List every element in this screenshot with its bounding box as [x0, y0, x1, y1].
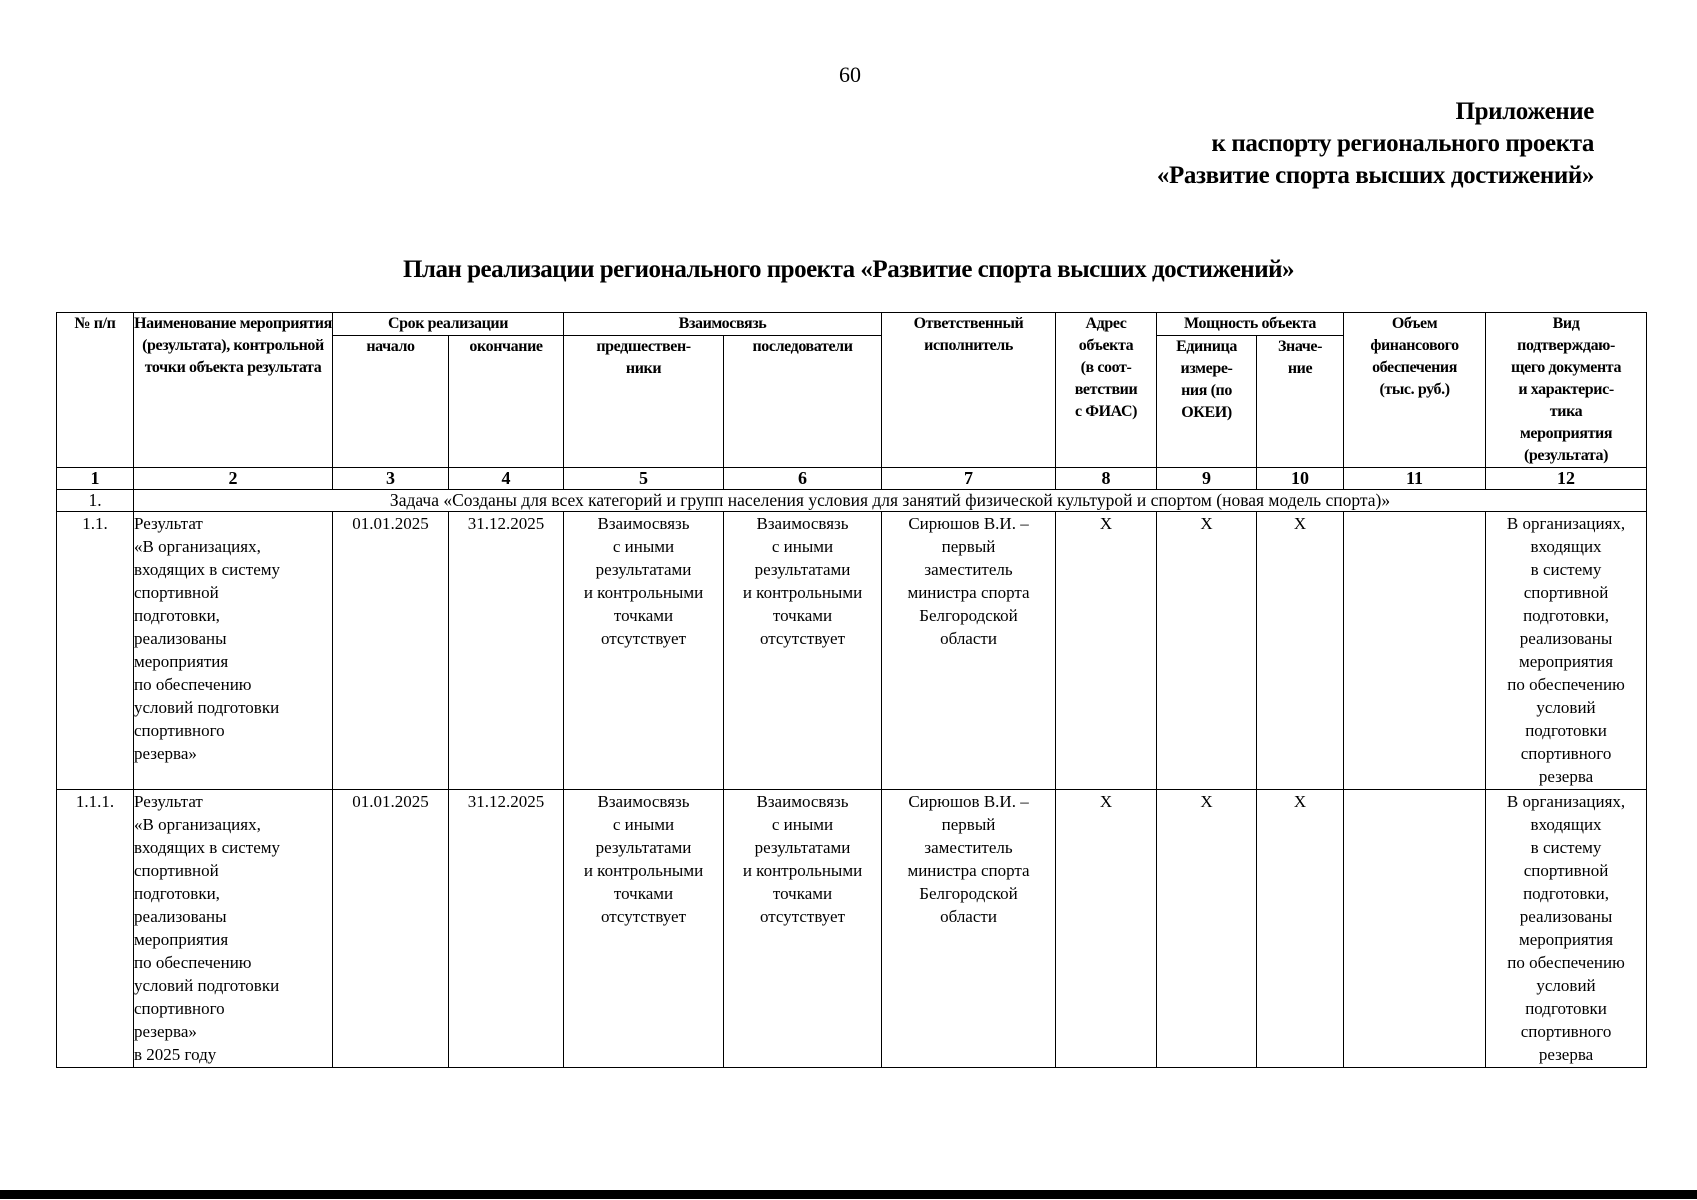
task-row: [57, 490, 1647, 512]
table-row: [57, 512, 1647, 790]
column-number: 7: [882, 468, 1056, 490]
column-number: 4: [449, 468, 564, 490]
row-doc-type: В организациях, входящих в систему спортивной подготовки, реализованы мероприятия по обеспечению условий подготовки спортивного резерва: [1486, 512, 1647, 790]
appendix-line-1: Приложение: [1455, 98, 1594, 125]
row-end-date: 31.12.2025: [449, 790, 564, 1068]
table-row: [57, 790, 1647, 1068]
row-finance: [1344, 512, 1486, 790]
row-number: 1.1.1.: [57, 790, 134, 1068]
row-successors: Взаимосвязь с иными результатами и контрольными точками отсутствует: [724, 790, 882, 1068]
header-link: Взаимосвязь: [564, 313, 882, 336]
column-number: 6: [724, 468, 882, 490]
header-successors: последователи: [724, 336, 882, 468]
header-predecessors: предшествен- ники: [564, 336, 724, 468]
column-number: 9: [1157, 468, 1257, 490]
header-period: Срок реализации: [333, 313, 564, 336]
row-name: Результат «В организациях, входящих в систему спортивной подготовки, реализованы мероприятия по обеспечению условий подготовки спортивного резерва»: [134, 512, 333, 790]
row-value: X: [1257, 790, 1344, 1068]
appendix-heading: [994, 96, 1594, 192]
header-finance: Объем финансового обеспечения (тыс. руб.): [1344, 313, 1486, 468]
row-name: Результат «В организациях, входящих в систему спортивной подготовки, реализованы мероприятия по обеспечению условий подготовки спортивного резерва» в 2025 году: [134, 790, 333, 1068]
task-text: Задача «Созданы для всех категорий и групп населения условия для занятий физической культурой и спортом (новая модель спорта)»: [134, 490, 1647, 512]
header-unit: Единица измере- ния (по ОКЕИ): [1157, 336, 1257, 468]
row-doc-type: В организациях, входящих в систему спортивной подготовки, реализованы мероприятия по обеспечению условий подготовки спортивного резерва: [1486, 790, 1647, 1068]
header-name: Наименование мероприятия (результата), контрольной точки объекта результата: [134, 313, 333, 468]
row-successors: Взаимосвязь с иными результатами и контрольными точками отсутствует: [724, 512, 882, 790]
header-end: окончание: [449, 336, 564, 468]
row-predecessors: Взаимосвязь с иными результатами и контрольными точками отсутствует: [564, 790, 724, 1068]
implementation-plan-table: [56, 312, 1647, 1068]
column-number: 8: [1056, 468, 1157, 490]
column-number: 1: [57, 468, 134, 490]
row-start-date: 01.01.2025: [333, 512, 449, 790]
column-number: 11: [1344, 468, 1486, 490]
scan-bottom-edge: [0, 1190, 1697, 1199]
header-num: № п/п: [57, 313, 134, 468]
row-predecessors: Взаимосвязь с иными результатами и контрольными точками отсутствует: [564, 512, 724, 790]
header-value: Значе- ние: [1257, 336, 1344, 468]
row-finance: [1344, 790, 1486, 1068]
header-address: Адрес объекта (в соот- ветствии с ФИАС): [1056, 313, 1157, 468]
row-unit: X: [1157, 790, 1257, 1068]
task-number: 1.: [57, 490, 134, 512]
column-number: 10: [1257, 468, 1344, 490]
column-number: 2: [134, 468, 333, 490]
row-address: X: [1056, 512, 1157, 790]
header-start: начало: [333, 336, 449, 468]
row-number: 1.1.: [57, 512, 134, 790]
row-end-date: 31.12.2025: [449, 512, 564, 790]
row-value: X: [1257, 512, 1344, 790]
header-capacity: Мощность объекта: [1157, 313, 1344, 336]
document-title: План реализации регионального проекта «Развитие спорта высших достижений»: [402, 256, 1294, 283]
header-doc-type: Вид подтверждаю- щего документа и характерис- тика мероприятия (результата): [1486, 313, 1647, 468]
column-numbers-row: [57, 468, 1647, 490]
column-number: 3: [333, 468, 449, 490]
row-address: X: [1056, 790, 1157, 1068]
header-responsible: Ответственный исполнитель: [882, 313, 1056, 468]
column-number: 5: [564, 468, 724, 490]
row-responsible: Сирюшов В.И. – первый заместитель министра спорта Белгородской области: [882, 790, 1056, 1068]
row-start-date: 01.01.2025: [333, 790, 449, 1068]
row-responsible: Сирюшов В.И. – первый заместитель министра спорта Белгородской области: [882, 512, 1056, 790]
row-unit: X: [1157, 512, 1257, 790]
page-number: 60: [839, 62, 861, 87]
appendix-line-3: «Развитие спорта высших достижений»: [1156, 162, 1594, 189]
appendix-line-2: к паспорту регионального проекта: [1211, 130, 1594, 157]
column-number: 12: [1486, 468, 1647, 490]
